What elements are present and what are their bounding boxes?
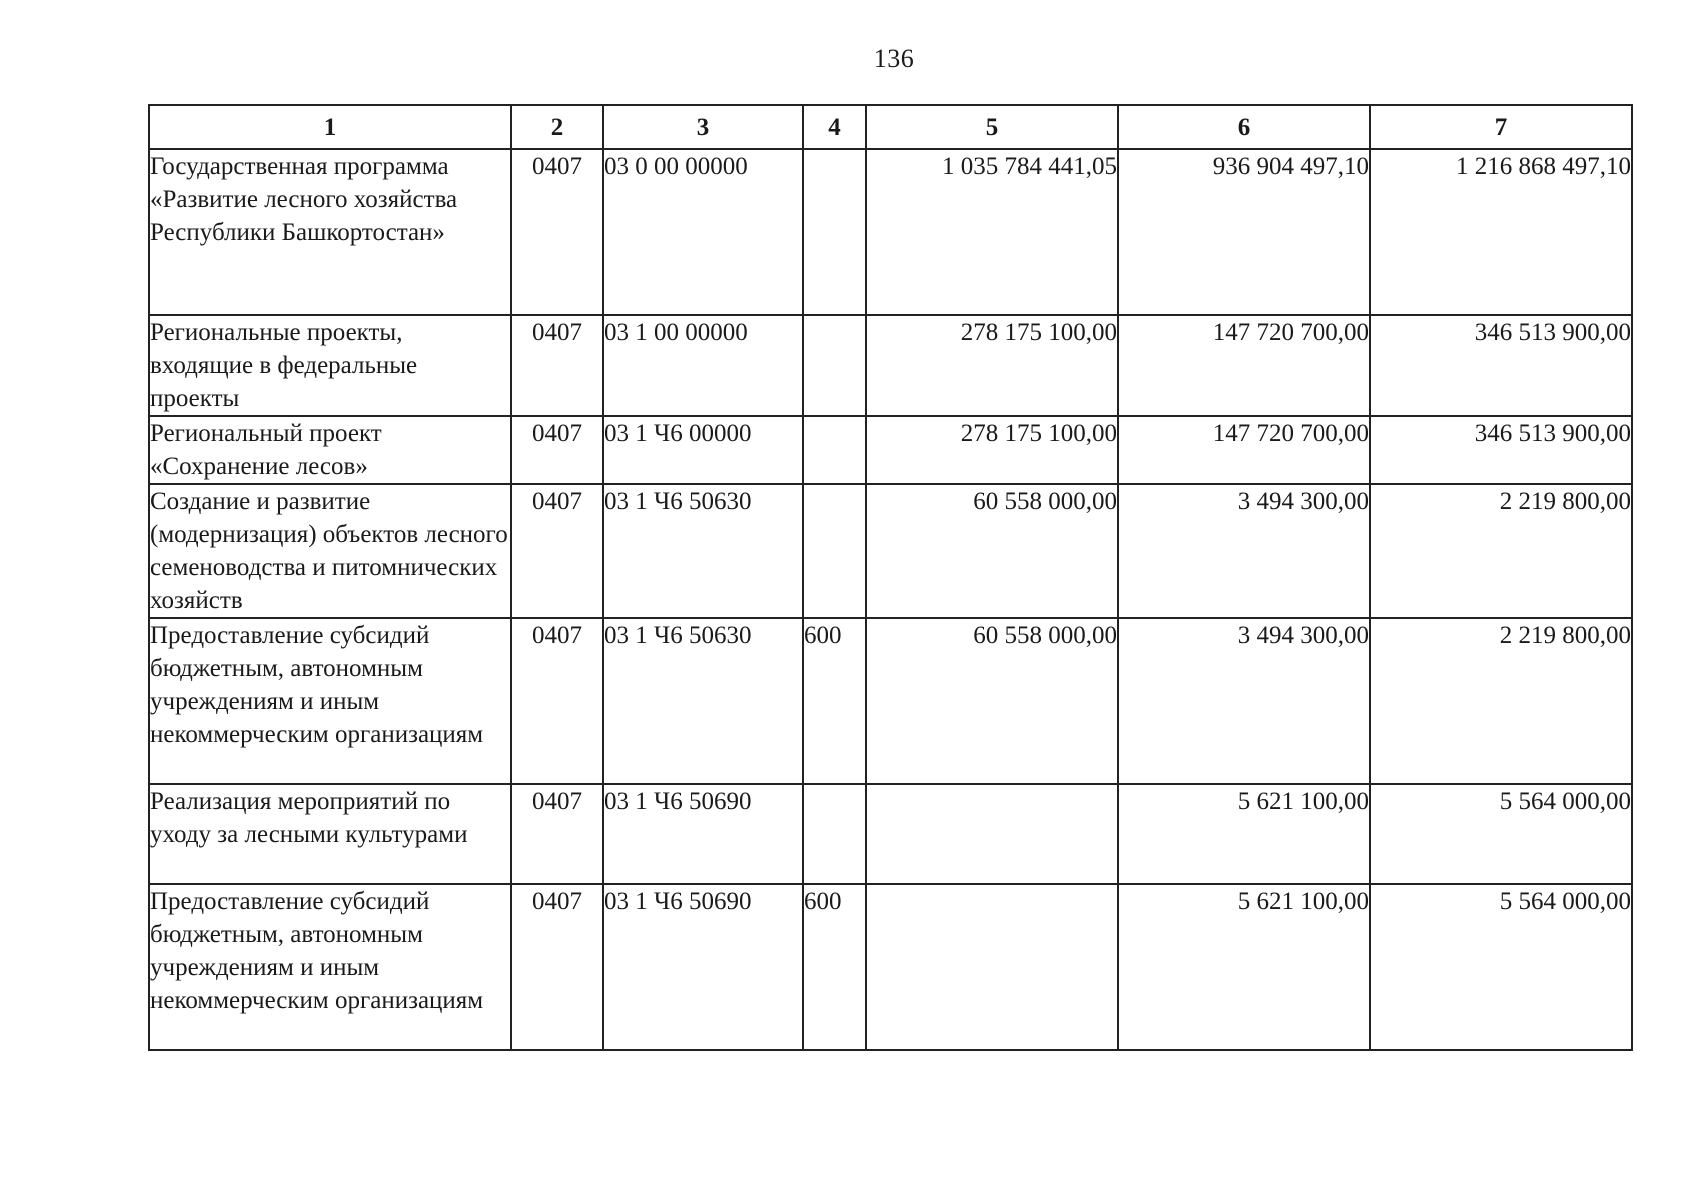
- section-code-cell: 0407: [511, 618, 603, 784]
- amount-col5-cell: 1 035 784 441,05: [866, 149, 1118, 315]
- target-article-cell: 03 1 Ч6 50690: [603, 884, 803, 1050]
- expense-type-cell: 600: [803, 618, 866, 784]
- amount-col7-cell: 1 216 868 497,10: [1370, 149, 1632, 315]
- table-row: [149, 484, 1632, 618]
- row-name-cell: Реализация мероприятий по уходу за лесными культурами: [149, 784, 511, 884]
- table-row: [149, 315, 1632, 416]
- expense-type-cell: [803, 484, 866, 618]
- amount-col7-cell: 2 219 800,00: [1370, 484, 1632, 618]
- target-article-cell: 03 1 00 00000: [603, 315, 803, 416]
- amount-col5-cell: 60 558 000,00: [866, 618, 1118, 784]
- table-row: [149, 618, 1632, 784]
- expense-type-cell: 600: [803, 884, 866, 1050]
- budget-table: [148, 104, 1633, 1051]
- amount-col6-cell: 147 720 700,00: [1118, 416, 1370, 484]
- amount-col5-cell: 278 175 100,00: [866, 315, 1118, 416]
- target-article-cell: 03 1 Ч6 50630: [603, 484, 803, 618]
- column-header-2: 2: [511, 105, 603, 149]
- column-header-4: 4: [803, 105, 866, 149]
- amount-col7-cell: 346 513 900,00: [1370, 416, 1632, 484]
- amount-col6-cell: 147 720 700,00: [1118, 315, 1370, 416]
- amount-col7-cell: 2 219 800,00: [1370, 618, 1632, 784]
- row-name-cell: Региональные проекты, входящие в федеральные проекты: [149, 315, 511, 416]
- row-name-cell: Предоставление субсидий бюджетным, автономным учреждениям и иным некоммерческим организациям: [149, 884, 511, 1050]
- target-article-cell: 03 1 Ч6 00000: [603, 416, 803, 484]
- expense-type-cell: [803, 315, 866, 416]
- section-code-cell: 0407: [511, 484, 603, 618]
- column-header-7: 7: [1370, 105, 1632, 149]
- amount-col6-cell: 5 621 100,00: [1118, 884, 1370, 1050]
- amount-col7-cell: 5 564 000,00: [1370, 884, 1632, 1050]
- section-code-cell: 0407: [511, 784, 603, 884]
- row-name-cell: Государственная программа «Развитие лесного хозяйства Республики Башкортостан»: [149, 149, 511, 315]
- amount-col7-cell: 5 564 000,00: [1370, 784, 1632, 884]
- section-code-cell: 0407: [511, 884, 603, 1050]
- table-row: [149, 416, 1632, 484]
- amount-col6-cell: 936 904 497,10: [1118, 149, 1370, 315]
- expense-type-cell: [803, 784, 866, 884]
- target-article-cell: 03 1 Ч6 50690: [603, 784, 803, 884]
- amount-col6-cell: 3 494 300,00: [1118, 484, 1370, 618]
- column-header-1: 1: [149, 105, 511, 149]
- expense-type-cell: [803, 416, 866, 484]
- column-header-5: 5: [866, 105, 1118, 149]
- table-header: [149, 105, 1632, 149]
- amount-col6-cell: 3 494 300,00: [1118, 618, 1370, 784]
- target-article-cell: 03 0 00 00000: [603, 149, 803, 315]
- row-name-cell: Создание и развитие (модернизация) объектов лесного семеноводства и питомнических хозяйств: [149, 484, 511, 618]
- table-row: [149, 149, 1632, 315]
- table-body: [149, 149, 1632, 1050]
- section-code-cell: 0407: [511, 416, 603, 484]
- section-code-cell: 0407: [511, 315, 603, 416]
- row-name-cell: Предоставление субсидий бюджетным, автономным учреждениям и иным некоммерческим организациям: [149, 618, 511, 784]
- row-name-cell: Региональный проект «Сохранение лесов»: [149, 416, 511, 484]
- amount-col5-cell: 60 558 000,00: [866, 484, 1118, 618]
- amount-col5-cell: [866, 884, 1118, 1050]
- column-header-6: 6: [1118, 105, 1370, 149]
- section-code-cell: 0407: [511, 149, 603, 315]
- amount-col7-cell: 346 513 900,00: [1370, 315, 1632, 416]
- amount-col6-cell: 5 621 100,00: [1118, 784, 1370, 884]
- column-header-3: 3: [603, 105, 803, 149]
- target-article-cell: 03 1 Ч6 50630: [603, 618, 803, 784]
- header-row: [149, 105, 1632, 149]
- expense-type-cell: [803, 149, 866, 315]
- table-row: [149, 884, 1632, 1050]
- page-number: 136: [873, 44, 915, 73]
- table-row: [149, 784, 1632, 884]
- amount-col5-cell: [866, 784, 1118, 884]
- amount-col5-cell: 278 175 100,00: [866, 416, 1118, 484]
